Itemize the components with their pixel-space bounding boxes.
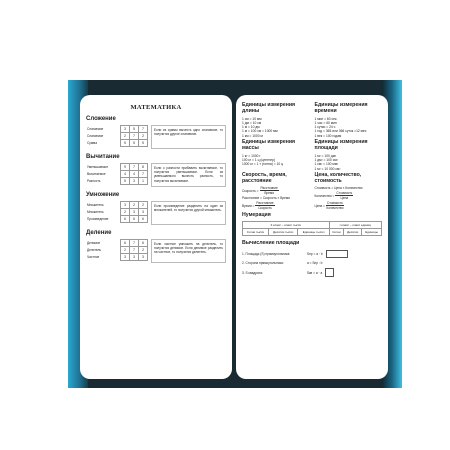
unit-line: 1 год = 365 или 366 суток =12 мес: [314, 129, 367, 134]
unit-line: 1 мин = 60 сек.: [314, 116, 338, 121]
unit-line: 1 сутки = 24 ч: [314, 125, 336, 130]
section-row: [86, 125, 226, 149]
mass-units: [242, 138, 310, 171]
rule-text: Если произведение разделить на один из множителей, то получится другой множитель.: [151, 201, 226, 225]
row-value: 7: [130, 240, 139, 247]
rule-text: Если из суммы вычесть одно слагаемое, то получится другое слагаемое.: [151, 125, 226, 149]
section-title: Сложение: [86, 116, 116, 122]
row-label: Произведение: [87, 217, 109, 221]
area-units-heading: Единицы измерения площади: [314, 139, 368, 151]
distance-formula: Расстояние = Скорость × Время: [242, 196, 290, 201]
section-row: [86, 163, 226, 187]
table-row: [86, 178, 148, 185]
digit-cell: Десятки тысяч: [268, 229, 297, 236]
cost-formula: Стоимость = Цена × Количество: [314, 186, 363, 191]
row-value: 7: [139, 126, 148, 133]
unit-line: 1 м² = 100 дм²: [314, 153, 337, 158]
row-value: 3: [121, 254, 130, 261]
section-row: [86, 201, 226, 225]
speed-formula: [242, 186, 310, 195]
row-value: 2: [139, 133, 148, 140]
area-calc-formula: Sпр = a · b: [307, 252, 323, 257]
unit-line: 1 век = 100 годам: [314, 133, 342, 138]
section-title: Умножение: [86, 192, 120, 198]
row-value: 6: [130, 216, 139, 223]
rule-text: Если к разности прибавить вычитаемое, то получится уменьшаемое. Если из уменьшаемого вычесть разность, то получится вычитаемое.: [151, 163, 226, 187]
unit-line: 1 см = 10 мм: [242, 116, 262, 121]
digit-cell: Сотни тысяч: [243, 229, 269, 236]
numerator: Расстояние: [256, 201, 274, 206]
row-value: 2: [121, 247, 130, 254]
section-title: Вычитание: [86, 154, 120, 160]
row-label: Делитель: [87, 248, 102, 252]
example-table: [86, 201, 148, 223]
row-value: 4: [121, 171, 130, 178]
row-label: Делимое: [87, 241, 101, 245]
row-value: 5: [121, 178, 130, 185]
table-row: [86, 240, 148, 247]
example-table: [86, 125, 148, 147]
unit-line: 1 дм = 10 см: [242, 120, 262, 125]
mass-units-heading: Единицы измерения массы: [242, 139, 296, 151]
table-row: [86, 202, 148, 209]
row-value: 1: [139, 178, 148, 185]
unit-line: 1 м² = 10 000 см²: [314, 166, 341, 171]
unit-line: 1 км = 1000 м: [242, 133, 263, 138]
row-value: 6: [139, 240, 148, 247]
formula-lhs: Время =: [242, 203, 255, 208]
length-units: [242, 101, 310, 138]
table-row: [86, 254, 148, 261]
row-value: 2: [130, 202, 139, 209]
section-title: Деление: [86, 230, 112, 236]
numerator: Стоимость: [336, 191, 353, 196]
row-value: 2: [121, 133, 130, 140]
row-value: 6: [139, 216, 148, 223]
fraction: [326, 201, 344, 210]
time-formula: [242, 201, 310, 210]
formula-lhs: Количество =: [314, 193, 335, 198]
row-value: 5: [130, 126, 139, 133]
square-shape: [325, 268, 334, 277]
table-row: [86, 164, 148, 171]
row-label: Уменьшаемое: [87, 165, 109, 169]
row-value: 6: [121, 216, 130, 223]
row-value: 7: [130, 133, 139, 140]
example-table: [86, 239, 148, 261]
speed-block: [242, 171, 310, 212]
table-row: [86, 171, 148, 178]
digit-cell: Десятки: [344, 229, 362, 236]
fraction: [335, 191, 353, 200]
area-calc-text: 3. S квадрата:: [242, 270, 263, 275]
numerator: Расстояние: [260, 186, 278, 191]
area-calc-text: 1. Площадь (S) прямоугольника:: [242, 252, 291, 257]
row-value: 9: [121, 164, 130, 171]
area-calc-row: [242, 250, 382, 258]
unit-line: 1 кг = 1000 г: [242, 153, 261, 158]
area-calc-heading: Вычисление площади: [242, 240, 300, 247]
formula-lhs: Скорость =: [242, 188, 259, 193]
formula-lhs: Цена =: [314, 203, 325, 208]
digit-cell: Единицы тысяч: [298, 229, 329, 236]
denominator: Скорость: [258, 206, 272, 211]
row-label: Сумма: [87, 141, 98, 145]
class-units: I класс – класс единиц: [329, 222, 381, 229]
row-label: Множитель: [87, 203, 104, 207]
table-row: [86, 216, 148, 223]
unit-line: 1 м = 10 дм: [242, 125, 260, 130]
table-row: [86, 247, 148, 254]
row-value: 5: [130, 140, 139, 147]
time-units: [315, 101, 383, 138]
row-value: 3: [130, 209, 139, 216]
class-thousands: II класс – класс тысяч: [243, 222, 330, 229]
denominator: Количество: [326, 206, 344, 211]
section-row: [86, 239, 226, 263]
row-value: 3: [130, 254, 139, 261]
row-value: 2: [121, 209, 130, 216]
area-calc-row: [242, 261, 382, 265]
fraction: [255, 201, 274, 210]
area-calc-row: [242, 268, 382, 277]
unit-line: 1 м = 100 см = 1000 мм: [242, 129, 278, 134]
denominator: Время: [264, 191, 274, 196]
row-value: 3: [121, 202, 130, 209]
digit-cell: Сотни: [329, 229, 344, 236]
row-value: 3: [139, 209, 148, 216]
row-label: Вычитаемое: [87, 172, 106, 176]
unit-line: 1 см² = 100 мм²: [314, 162, 339, 167]
table-row: [86, 126, 148, 133]
row-label: Частное: [87, 255, 100, 259]
price-heading: Цена, количество, стоимость: [314, 171, 362, 184]
unit-line: 100 кг = 1 ц (центнер): [242, 157, 276, 162]
time-units-heading: Единицы измерения времени: [314, 102, 368, 114]
digit-cell: Единицы: [362, 229, 382, 236]
table-row: [86, 209, 148, 216]
area-calc-text: 2. Сторона прямоугольника:: [242, 261, 284, 266]
row-value: 5: [121, 140, 130, 147]
area-calc-formula: Sкв = a · a: [307, 270, 323, 275]
page-title: МАТЕМАТИКА: [130, 104, 182, 111]
row-value: 2: [139, 202, 148, 209]
row-label: Слагаемое: [87, 127, 104, 131]
row-value: 4: [130, 171, 139, 178]
row-value: 7: [130, 247, 139, 254]
row-value: 3: [130, 178, 139, 185]
row-label: Множитель: [87, 210, 104, 214]
row-value: 8: [139, 164, 148, 171]
table-row: [86, 133, 148, 140]
row-value: 7: [130, 164, 139, 171]
row-value: 3: [121, 126, 130, 133]
numerator: Стоимость: [326, 201, 343, 206]
area-units: [315, 138, 383, 171]
row-value: 7: [139, 171, 148, 178]
price-formula: [315, 201, 383, 210]
example-table: [86, 163, 148, 185]
price-block: [315, 171, 383, 212]
fraction: [260, 186, 279, 195]
row-value: 5: [139, 140, 148, 147]
row-value: 2: [139, 247, 148, 254]
unit-line: 1000 кг = 1 т (тонна) = 10 ц: [242, 162, 284, 167]
length-units-heading: Единицы измерения длины: [242, 102, 296, 114]
speed-heading: Скорость, время, расстояние: [242, 171, 287, 184]
row-label: Разность: [87, 179, 101, 183]
row-value: 6: [121, 240, 130, 247]
right-page: [236, 95, 388, 379]
unit-line: 1 час = 60 мин: [314, 120, 337, 125]
unit-line: 1 дм² = 100 см²: [314, 157, 338, 162]
row-label: Слагаемое: [87, 134, 104, 138]
table-row: [86, 140, 148, 147]
numeration-table: [242, 221, 382, 236]
numeration-heading: Нумерация: [242, 212, 271, 219]
rectangle-shape: [326, 250, 348, 258]
left-page: [80, 95, 232, 379]
row-value: 3: [139, 254, 148, 261]
area-calc-formula: a = Sпр : b: [307, 261, 323, 266]
quantity-formula: [315, 191, 383, 200]
rule-text: Если частное умножить на делитель, то получится делимое. Если делимое разделить на частное, то получится делитель.: [151, 239, 226, 263]
denominator: Цена: [340, 196, 349, 201]
